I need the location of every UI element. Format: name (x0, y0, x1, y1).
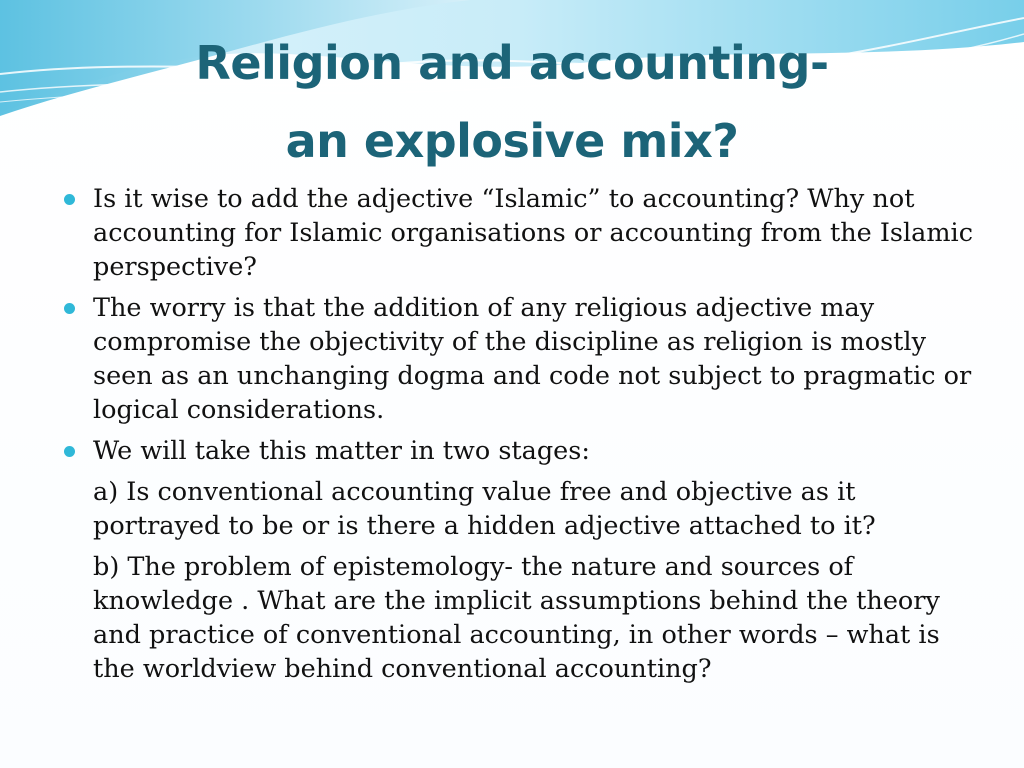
bullet-item (60, 182, 980, 284)
sub-item (60, 475, 980, 543)
bullet-dot-icon (64, 194, 75, 205)
bullet-text: The worry is that the addition of any religious adjective may compromise the objectivity of the discipline as religion is mostly seen as an unchanging dogma and code not subject to pragmatic or logical considerations. (93, 293, 972, 425)
bullet-item (60, 291, 980, 427)
slide-content (60, 182, 980, 693)
bullet-dot-icon (64, 303, 75, 314)
title-line-2: an explosive mix? (285, 114, 739, 168)
sub-item-text: b) The problem of epistemology- the nature and sources of knowledge . What are the implicit assumptions behind the theory and practice of conventional accounting, in other words – what is the worldview behind conventional accounting? (93, 552, 940, 684)
sub-item (60, 550, 980, 686)
title-line-1: Religion and accounting- (195, 36, 829, 90)
sub-item-text: a) Is conventional accounting value free and objective as it portrayed to be or is there a hidden adjective attached to it? (93, 477, 876, 541)
bullet-dot-icon (64, 446, 75, 457)
bullet-item (60, 434, 980, 468)
bullet-text: We will take this matter in two stages: (93, 436, 590, 466)
bullet-text: Is it wise to add the adjective “Islamic” to accounting? Why not accounting for Islamic organisations or accounting from the Islamic perspective? (93, 184, 973, 282)
slide-title (0, 24, 1024, 180)
